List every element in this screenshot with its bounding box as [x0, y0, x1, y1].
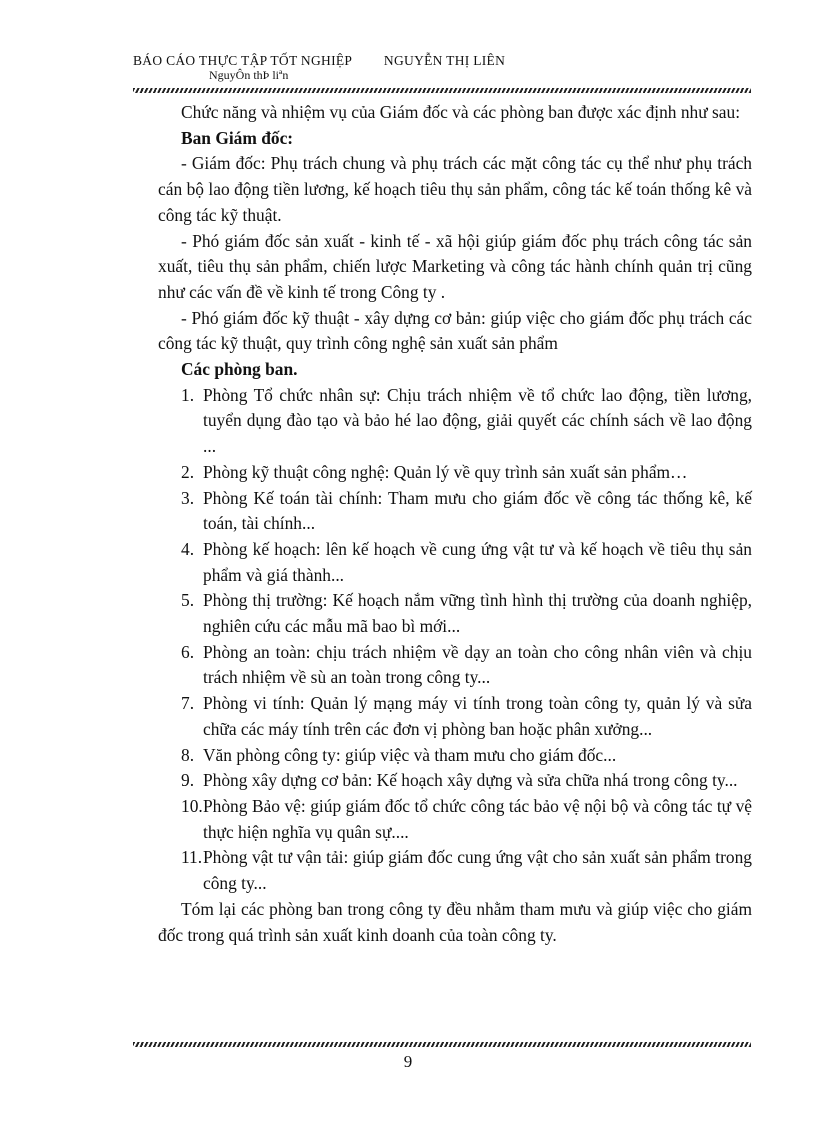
departments-heading: Các phòng ban. [181, 359, 298, 380]
list-item: 8. Văn phòng công ty: giúp việc và tham mưu cho giám đốc... [181, 744, 617, 765]
report-title: BÁO CÁO THỰC TẬP TỐT NGHIỆP [133, 53, 353, 68]
list-item: 5. Phòng thị trường: Kế hoạch nắm vững tình hình thị trường của doanh nghiệp, nghiên cứu các mẫu mã bao bì mới... [181, 590, 752, 637]
footer-divider [133, 1042, 751, 1047]
board-item-director: - Giám đốc: Phụ trách chung và phụ trách các mặt công tác cụ thể như phụ trách cán bộ lao động tiền lương, kế hoạch tiêu thụ sản phẩm, công tác kế toán thống kê và công tác kỹ thuật. [158, 153, 752, 225]
board-heading: Ban Giám đốc: [181, 127, 294, 148]
list-item: 6. Phòng an toàn: chịu trách nhiệm về dạy an toàn cho công nhân viên và chịu trách nhiệm về sù an toàn trong công ty... [181, 641, 752, 688]
list-item: 3. Phòng Kế toán tài chính: Tham mưu cho giám đốc về công tác thống kê, kế toán, tài chính... [181, 487, 752, 534]
document-body [158, 100, 752, 948]
list-item: 2. Phòng kỹ thuật công nghệ: Quản lý về quy trình sản xuất sản phẩm… [181, 461, 688, 482]
conclusion-paragraph: Tóm lại các phòng ban trong công ty đều nhằm tham mưu và giúp việc cho giám đốc trong quá trình sản xuất kinh doanh của toàn công ty. [158, 898, 752, 945]
list-item: 4. Phòng kế hoạch: lên kế hoạch về cung ứng vật tư và kế hoạch về tiêu thụ sản phẩm và giá thành... [181, 538, 752, 585]
list-item: 7. Phòng vi tính: Quản lý mạng máy vi tính trong toàn công ty, quản lý và sửa chữa các máy tính trên các đơn vị phòng ban hoặc phân xưởng... [181, 693, 752, 739]
list-item: 1. Phòng Tổ chức nhân sự: Chịu trách nhiệm về tổ chức lao động, tiền lương, tuyển dụng đào tạo và bảo hé lao động, giải quyết các chính sách về lao động ... [181, 384, 752, 457]
header-divider [133, 88, 751, 93]
author-name: NGUYỄN THỊ LIÊN [383, 53, 506, 68]
board-item-deputy-technical: - Phó giám đốc kỹ thuật - xây dựng cơ bản: giúp việc cho giám đốc phụ trách các công tác kỹ thuật, quy trình công nghệ sản xuất sản phẩm [158, 307, 752, 354]
list-item: 9. Phòng xây dựng cơ bản: Kế hoạch xây dựng và sửa chữa nhá trong công ty... [181, 770, 738, 791]
list-item: 10. Phòng Bảo vệ: giúp giám đốc tổ chức công tác bảo vệ nội bộ và công tác tự vệ thực hiện nghĩa vụ quân sự.... [181, 795, 752, 842]
header-sub-text: NguyÔn thÞ liªn [209, 68, 289, 82]
departments-list [158, 383, 752, 897]
page-header [133, 53, 753, 69]
intro-paragraph: Chức năng và nhiệm vụ của Giám đốc và các phòng ban được xác định như sau: [181, 102, 741, 122]
page-number: 9 [403, 1052, 413, 1071]
board-item-deputy-production: - Phó giám đốc sản xuất - kinh tế - xã hội giúp giám đốc phụ trách công tác sản xuất, tiêu thụ sản phẩm, chiến lược Marketing và công tác hành chính quản trị cũng như các vấn đề về kinh tế trong Công ty . [158, 230, 752, 302]
list-item: 11. Phòng vật tư vận tải: giúp giám đốc cung ứng vật cho sản xuất sản phẩm trong công ty... [181, 847, 752, 894]
